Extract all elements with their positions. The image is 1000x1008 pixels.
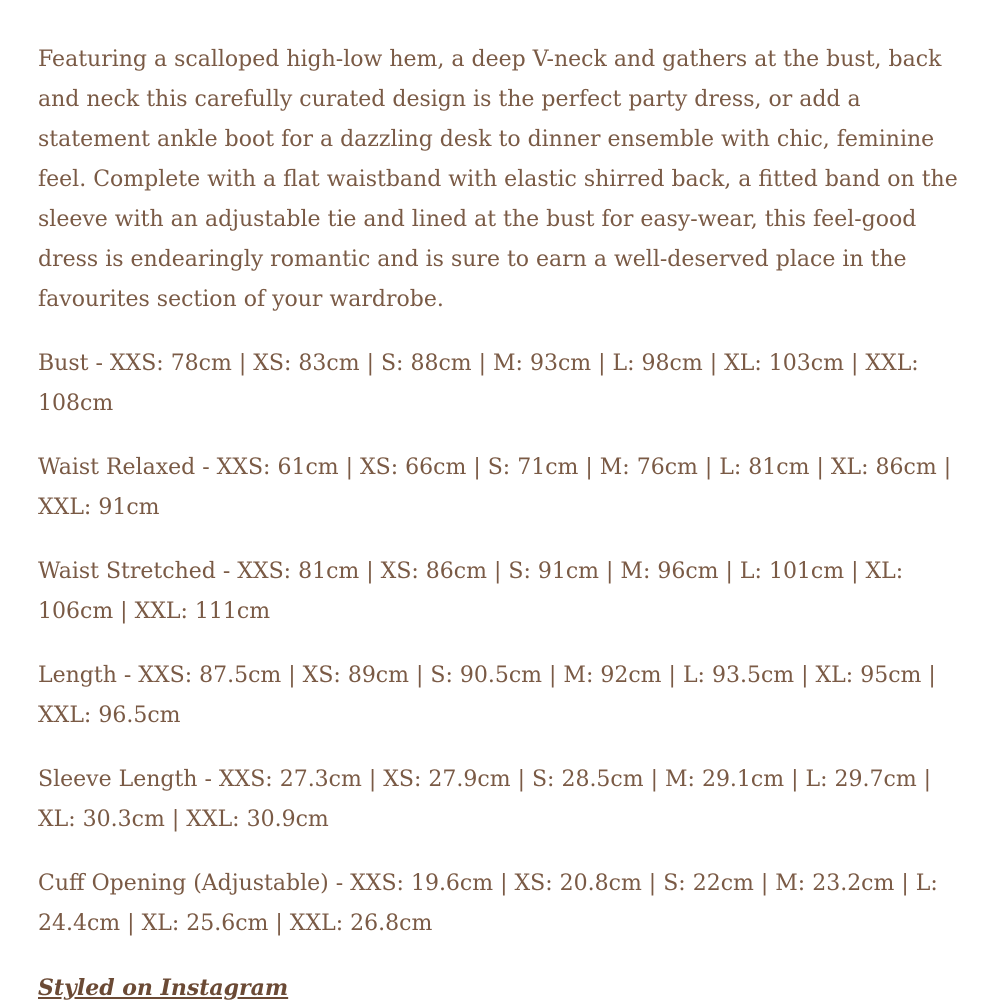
measurement-bust: Bust - XXS: 78cm | XS: 83cm | S: 88cm | M: 93cm | L: 98cm | XL: 103cm | XXL: 108cm xyxy=(38,351,919,416)
product-description-section xyxy=(38,40,968,1008)
measurement-length: Length - XXS: 87.5cm | XS: 89cm | S: 90.5cm | M: 92cm | L: 93.5cm | XL: 95cm | XXL: 96.5cm xyxy=(38,663,936,728)
product-description: Featuring a scalloped high-low hem, a deep V-neck and gathers at the bust, back and neck this carefully curated design is the perfect party dress, or add a statement ankle boot for a dazzling desk to dinner ensemble with chic, feminine feel. Complete with a flat waistband with elastic shirred back, a fitted band on the sleeve with an adjustable tie and lined at the bust for easy-wear, this feel-good dress is endearingly romantic and is sure to earn a well-deserved place in the favourites section of your wardrobe. xyxy=(38,47,958,312)
measurement-sleeve-length: Sleeve Length - XXS: 27.3cm | XS: 27.9cm | S: 28.5cm | M: 29.1cm | L: 29.7cm | XL: 30.3cm | XXL: 30.9cm xyxy=(38,767,932,832)
styled-on-instagram-link[interactable]: Styled on Instagram xyxy=(38,975,289,1001)
measurement-waist-relaxed: Waist Relaxed - XXS: 61cm | XS: 66cm | S: 71cm | M: 76cm | L: 81cm | XL: 86cm | XXL: 91cm xyxy=(38,455,952,520)
measurement-waist-stretched: Waist Stretched - XXS: 81cm | XS: 86cm | S: 91cm | M: 96cm | L: 101cm | XL: 106cm | XXL: 111cm xyxy=(38,559,904,624)
measurement-cuff-opening: Cuff Opening (Adjustable) - XXS: 19.6cm | XS: 20.8cm | S: 22cm | M: 23.2cm | L: 24.4cm | XL: 25.6cm | XXL: 26.8cm xyxy=(38,871,938,936)
